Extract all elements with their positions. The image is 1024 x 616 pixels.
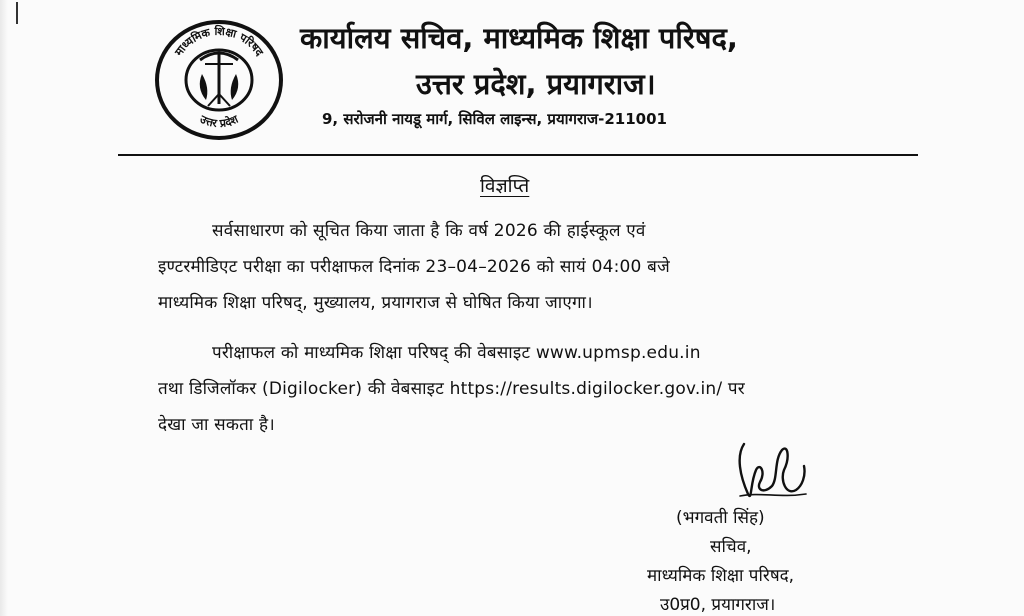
notice-paragraph-2-line-2: तथा डिजिलॉकर (Digilocker) की वेबसाइट https://results.digilocker.gov.in/ पर [158, 379, 745, 399]
signatory-designation: सचिव, [710, 537, 752, 557]
seal-top-text: माध्यमिक शिक्षा परिषद [172, 24, 266, 59]
notice-paragraph-1-line-1: सर्वसाधारण को सूचित किया जाता है कि वर्ष 2026 की हाईस्कूल एवं [212, 221, 646, 241]
office-title-line-1: कार्यालय सचिव, माध्यमिक शिक्षा परिषद, [300, 21, 738, 55]
up-emblem-seal-icon [150, 18, 288, 142]
office-address: 9, सरोजनी नायडू मार्ग, सिविल लाइन्स, प्रयागराज-211001 [322, 110, 667, 128]
notice-heading: विज्ञप्ति [480, 175, 530, 197]
scan-mark [16, 2, 18, 24]
notice-paragraph-1-line-2: इण्टरमीडिएट परीक्षा का परीक्षाफल दिनांक 23–04–2026 को सायं 04:00 बजे [158, 257, 670, 277]
svg-text:उत्तर प्रदेश [197, 112, 241, 130]
notice-paragraph-1-line-3: माध्यमिक शिक्षा परिषद्, मुख्यालय, प्रयागराज से घोषित किया जाएगा। [158, 293, 593, 313]
signatory-location: उ0प्र0, प्रयागराज। [660, 595, 776, 615]
handwritten-signature-icon [730, 436, 810, 516]
header-divider [118, 154, 918, 156]
notice-paragraph-2-line-3: देखा जा सकता है। [158, 415, 275, 435]
seal-bottom-text: उत्तर प्रदेश [197, 112, 241, 131]
signatory-organization: माध्यमिक शिक्षा परिषद, [647, 566, 795, 586]
notice-paragraph-2-line-1: परीक्षाफल को माध्यमिक शिक्षा परिषद् की वेबसाइट www.upmsp.edu.in [212, 343, 701, 363]
office-title-line-2: उत्तर प्रदेश, प्रयागराज। [416, 67, 656, 101]
scan-edge-shadow [0, 0, 8, 616]
signatory-name: (भगवती सिंह) [676, 508, 765, 528]
